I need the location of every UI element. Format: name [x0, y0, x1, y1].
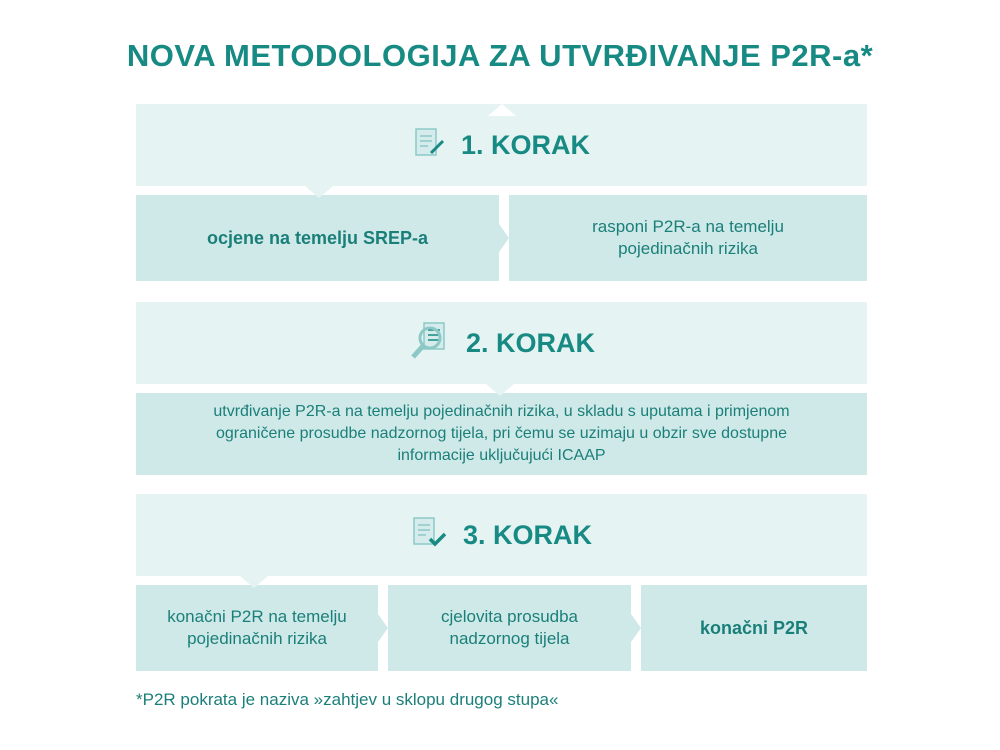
step-2-header: [136, 302, 867, 384]
pointer: [631, 614, 641, 642]
step-1-box-2: [509, 195, 867, 281]
pointer: [378, 614, 388, 642]
step-1-header: [136, 104, 867, 186]
magnifier-document-icon: [408, 320, 452, 367]
document-pen-icon: [413, 126, 447, 165]
pointer: [486, 384, 514, 396]
step-2-label: 2. KORAK: [465, 327, 595, 358]
step-1-box-1: ocjene na temelju SREP-a: [136, 195, 499, 281]
step-3-box-2: [388, 585, 631, 671]
step-1-box-2-text: rasponi P2R-a na temelju pojedinačnih rizika: [592, 217, 784, 258]
step-3-label: 3. KORAK: [462, 519, 592, 550]
page-title: NOVA METODOLOGIJA ZA UTVRĐIVANJE P2R-a*: [126, 38, 874, 73]
step-1-label: 1. KORAK: [460, 129, 590, 160]
document-check-icon: [411, 515, 449, 556]
step-3-box-3: konačni P2R: [641, 585, 867, 671]
step-2-box-1-text: utvrđivanje P2R-a na temelju pojedinačnih rizika, u skladu s uputama i primjenom ograničene prosudbe nadzornog tijela, pri čemu se uzimaju u obzir sve dostupne informacije uključujući ICAAP: [213, 403, 790, 464]
step-3-header: [136, 494, 867, 576]
step-2-box-1: [136, 393, 867, 475]
pointer: [240, 576, 268, 588]
pointer: [499, 224, 509, 252]
pointer: [305, 186, 333, 198]
step-3-box-2-text: cjelovita prosudba nadzornog tijela: [440, 607, 579, 648]
step-3-box-1-text: konačni P2R na temelju pojedinačnih rizika: [167, 607, 347, 648]
footnote: *P2R pokrata je naziva »zahtjev u sklopu drugog stupa«: [136, 690, 559, 709]
step-3-box-1: [136, 585, 378, 671]
notch: [488, 104, 516, 116]
